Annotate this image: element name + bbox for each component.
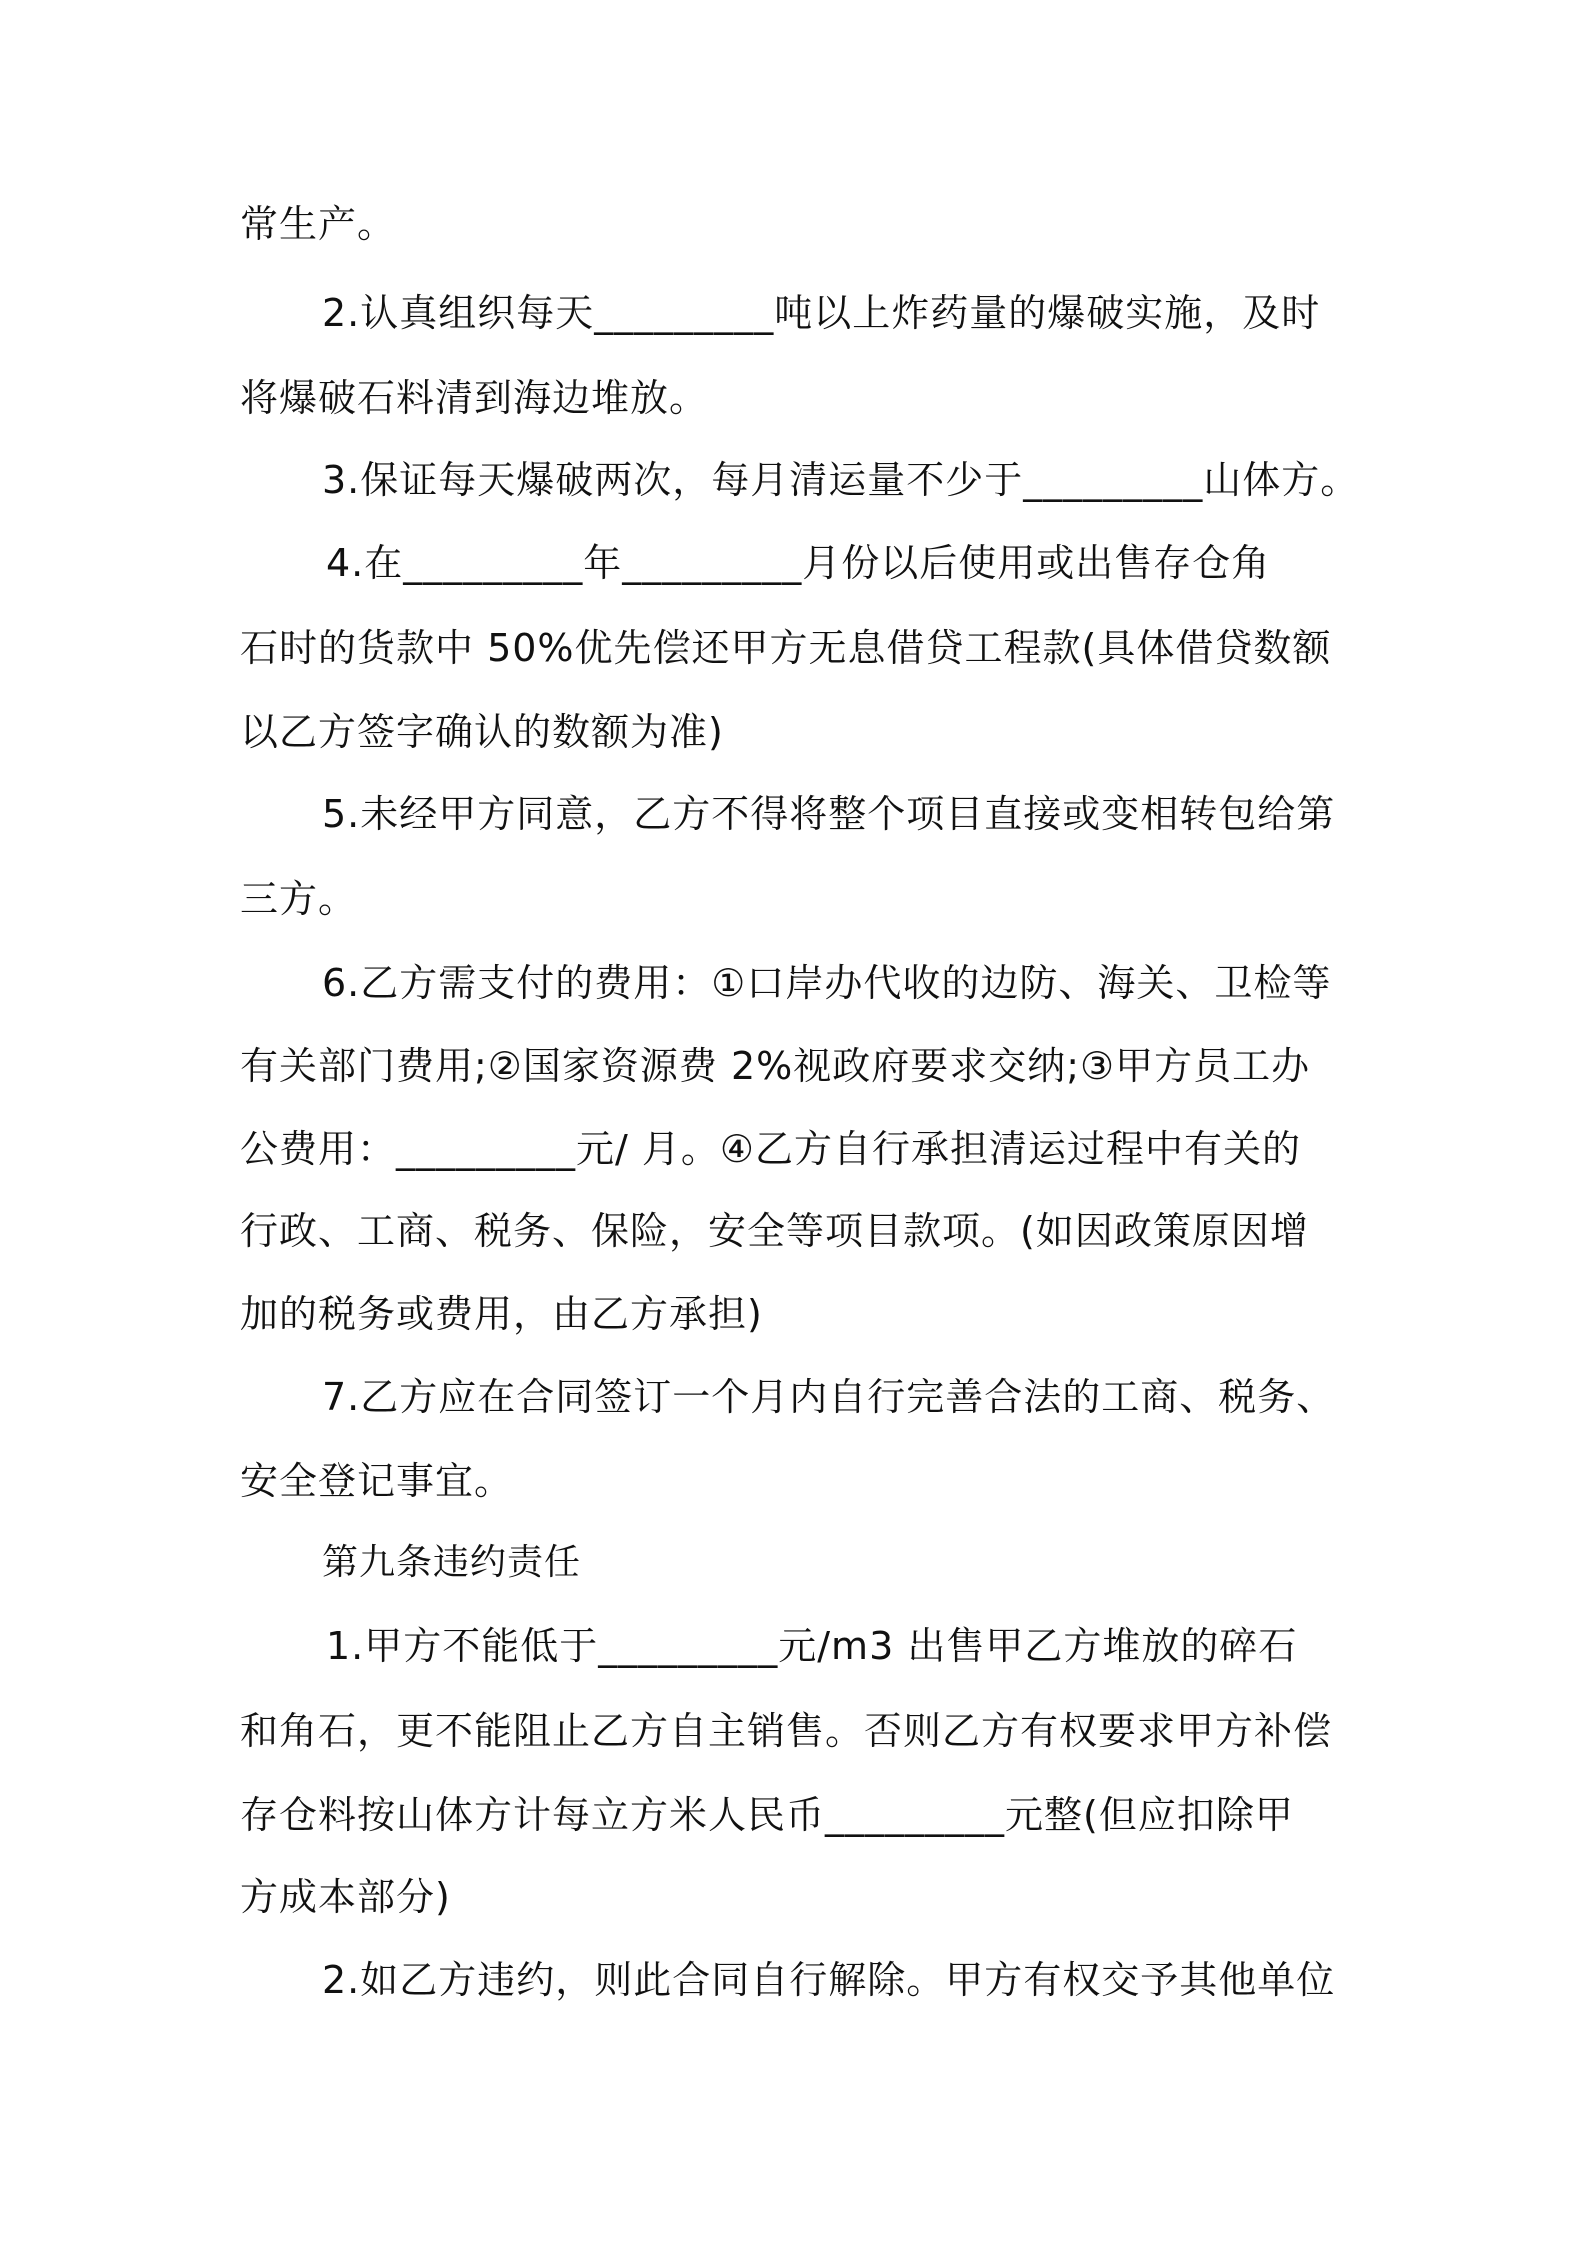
text-line: 4.在_________年_________月份以后使用或出售存仓角 xyxy=(326,541,1271,585)
text-line: 公费用：_________元/ 月。④乙方自行承担清运过程中有关的 xyxy=(240,1127,1301,1171)
text-line: 3.保证每天爆破两次，每月清运量不少于_________山体方。 xyxy=(322,458,1360,502)
text-line: 1.甲方不能低于_________元/m3 出售甲乙方堆放的碎石 xyxy=(326,1624,1298,1668)
text-line: 2.如乙方违约，则此合同自行解除。甲方有权交予其他单位 xyxy=(322,1958,1336,2002)
text-line: 以乙方签字确认的数额为准) xyxy=(240,710,724,754)
text-line: 有关部门费用;②国家资源费 2%视政府要求交纳;③甲方员工办 xyxy=(240,1044,1311,1088)
text-line: 安全登记事宜。 xyxy=(240,1459,514,1503)
text-line: 行政、工商、税务、保险，安全等项目款项。(如因政策原因增 xyxy=(240,1209,1309,1253)
text-line: 6.乙方需支付的费用：①口岸办代收的边防、海关、卫检等 xyxy=(322,961,1332,1005)
text-line: 存仓料按山体方计每立方米人民币_________元整(但应扣除甲 xyxy=(240,1793,1294,1837)
text-line: 和角石，更不能阻止乙方自主销售。否则乙方有权要求甲方补偿 xyxy=(240,1709,1333,1753)
text-line: 方成本部分) xyxy=(240,1875,451,1919)
text-line: 常生产。 xyxy=(240,202,397,246)
text-line: 5.未经甲方同意，乙方不得将整个项目直接或变相转包给第 xyxy=(322,792,1336,836)
text-line: 2.认真组织每天_________吨以上炸药量的爆破实施，及时 xyxy=(322,291,1321,335)
text-line: 7.乙方应在合同签订一个月内自行完善合法的工商、税务、 xyxy=(322,1375,1336,1419)
text-line: 将爆破石料清到海边堆放。 xyxy=(240,376,709,420)
text-line: 加的税务或费用，由乙方承担) xyxy=(240,1292,763,1336)
section-heading: 第九条违约责任 xyxy=(322,1542,582,1583)
text-line: 三方。 xyxy=(240,877,358,921)
text-line: 石时的货款中 50%优先偿还甲方无息借贷工程款(具体借贷数额 xyxy=(240,626,1332,670)
